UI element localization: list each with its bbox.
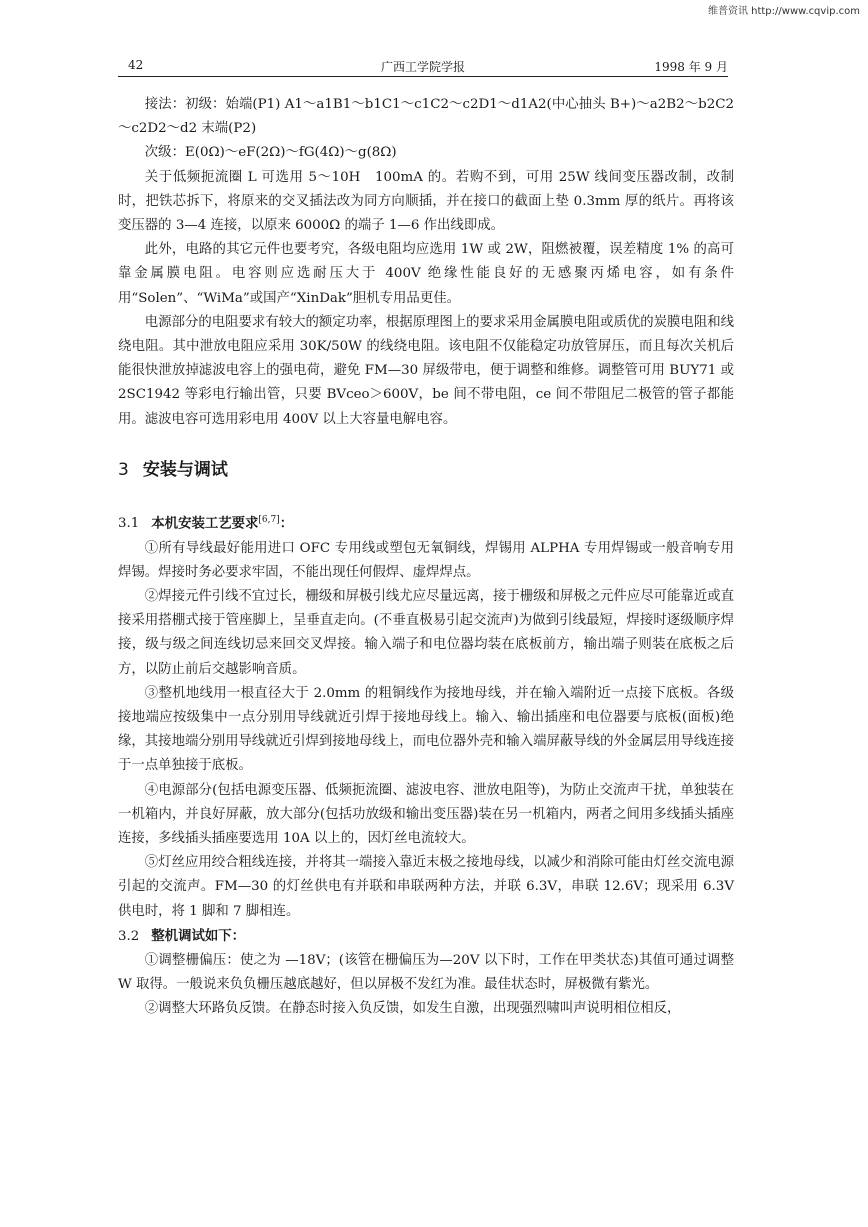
paragraph: ①调整栅偏压：使之为 —18V；(该管在栅偏压为—20V 以下时，工作在甲类状态)其值可通过调整 W 取得。一般说来负负栅压越底越好，但以屏极不发红为准。最佳状态时，屏极微有紫光。 xyxy=(118,952,734,993)
paragraph: ③整机地线用一根直径大于 2.0mm 的粗铜线作为接地母线，并在输入端附近一点接下底板。各级接地端应按级集中一点分别用导线就近引焊于接地母线上。输入、输出插座和电位器要与底板(面板)绝缘，其接地端分别用导线就近引焊到接地母线上，而电位器外壳和输入端屏蔽导线的外金属层用导线连接于一点单独接于底板。 xyxy=(118,685,734,774)
section-title: 安装与调试 xyxy=(142,459,228,480)
paragraph: 电源部分的电阻要求有较大的额定功率，根据原理图上的要求采用金属膜电阻或质优的炭膜电阻和线绕电阻。其中泄放电阻应采用 30K/50W 的线绕电阻。该电阻不仅能稳定功放管屏压，而且每次关机后能很快泄放掉滤波电容上的强电荷，避免 FM—30 屏级带电，便于调整和维修。调整管可用 BUY71 或 2SC1942 等彩电行输出管，只要 BVceo＞600V，be 间不带电阻，ce 间不带阻尼二极管的管子都能用。滤波电容可选用彩电用 400V 以上大容量电解电容。 xyxy=(118,314,734,427)
issue-date: 1998 年 9 月 xyxy=(654,60,728,74)
subsection-number: 3.1 xyxy=(118,516,140,532)
paragraph: 接法：初级：始端(P1) A1～a1B1～b1C1～c1C2～c2D1～d1A2(中心抽头 B+)～a2B2～b2C2～c2D2～d2 末端(P2) xyxy=(118,97,734,137)
article-body xyxy=(118,93,734,1022)
paragraph: ①所有导线最好能用进口 OFC 专用线或塑包无氧铜线，焊锡用 ALPHA 专用焊锡或一般音响专用焊锡。焊接时务必要求牢固，不能出现任何假焊、虚焊焊点。 xyxy=(118,540,734,580)
page-number: 42 xyxy=(128,58,144,72)
reference-marker: [6,7] xyxy=(258,514,280,525)
paragraph: 此外，电路的其它元件也要考究，各级电阻均应选用 1W 或 2W，阻燃被覆，误差精度 1% 的高可靠金属膜电阻。电容则应选耐压大于 400V 绝缘性能良好的无感聚丙烯电容，如有条件用“Solen”、“WiMa”或国产“XinDak”胆机专用品更佳。 xyxy=(118,242,734,306)
paragraph: ②调整大环路负反馈。在静态时接入负反馈，如发生自激，出现强烈啸叫声说明相位相反， xyxy=(144,1001,681,1017)
subsection-title: 本机安装工艺要求 xyxy=(151,515,259,532)
journal-title: 广西工学院学报 xyxy=(380,60,465,74)
subsection-heading xyxy=(118,924,734,949)
paragraph: 次级：E(0Ω)～eF(2Ω)～fG(4Ω)～g(8Ω) xyxy=(144,145,397,161)
subsection-title: 整机调试如下： xyxy=(151,927,246,944)
watermark: 维普资讯 http://www.cqvip.com xyxy=(707,6,860,17)
paragraph: ④电源部分(包括电源变压器、低频扼流圈、滤波电容、泄放电阻等)，为防止交流声干扰，单独装在一机箱内，并良好屏蔽，放大部分(包括功放级和输出变压器)装在另一机箱内，两者之间用多线插头插座连接，多线插头插座要选用 10A 以上的，因灯丝电流较大。 xyxy=(118,782,734,846)
section-heading xyxy=(118,458,734,482)
paragraph: 关于低频扼流圈 L 可选用 5～10H 100mA 的。若购不到，可用 25W 线间变压器改制，改制时，把铁芯拆下，将原来的交叉插法改为同方向顺插，并在接口的截面上垫 0.3mm 厚的纸片。再将该变压器的 3—4 连接，以原来 6000Ω 的端子 1—6 作出线即成。 xyxy=(118,169,734,234)
subsection-number: 3.2 xyxy=(118,928,140,944)
subsection-heading xyxy=(118,508,734,537)
paragraph: ②焊接元件引线不宜过长，栅级和屏极引线尤应尽量远离，接于栅级和屏极之元件应尽可能靠近或直接采用搭棚式接于管座脚上，呈垂直走向。(不垂直极易引起交流声)为做到引线最短，焊接时逐级顺序焊接，级与级之间连线切忌来回交叉焊接。输入端子和电位器均装在底板前方，输出端子则装在底板之后方，以防止前后交越影响音质。 xyxy=(118,588,734,677)
paragraph: ⑤灯丝应用绞合粗线连接，并将其一端接入靠近末极之接地母线，以减少和消除可能由灯丝交流电源引起的交流声。FM—30 的灯丝供电有并联和串联两种方法，并联 6.3V，串联 12.6V；现采用 6.3V 供电时，将 1 脚和 7 脚相连。 xyxy=(118,855,734,919)
section-number: 3 xyxy=(118,459,129,480)
subsection-colon: ： xyxy=(279,515,294,532)
page-header xyxy=(118,54,728,77)
